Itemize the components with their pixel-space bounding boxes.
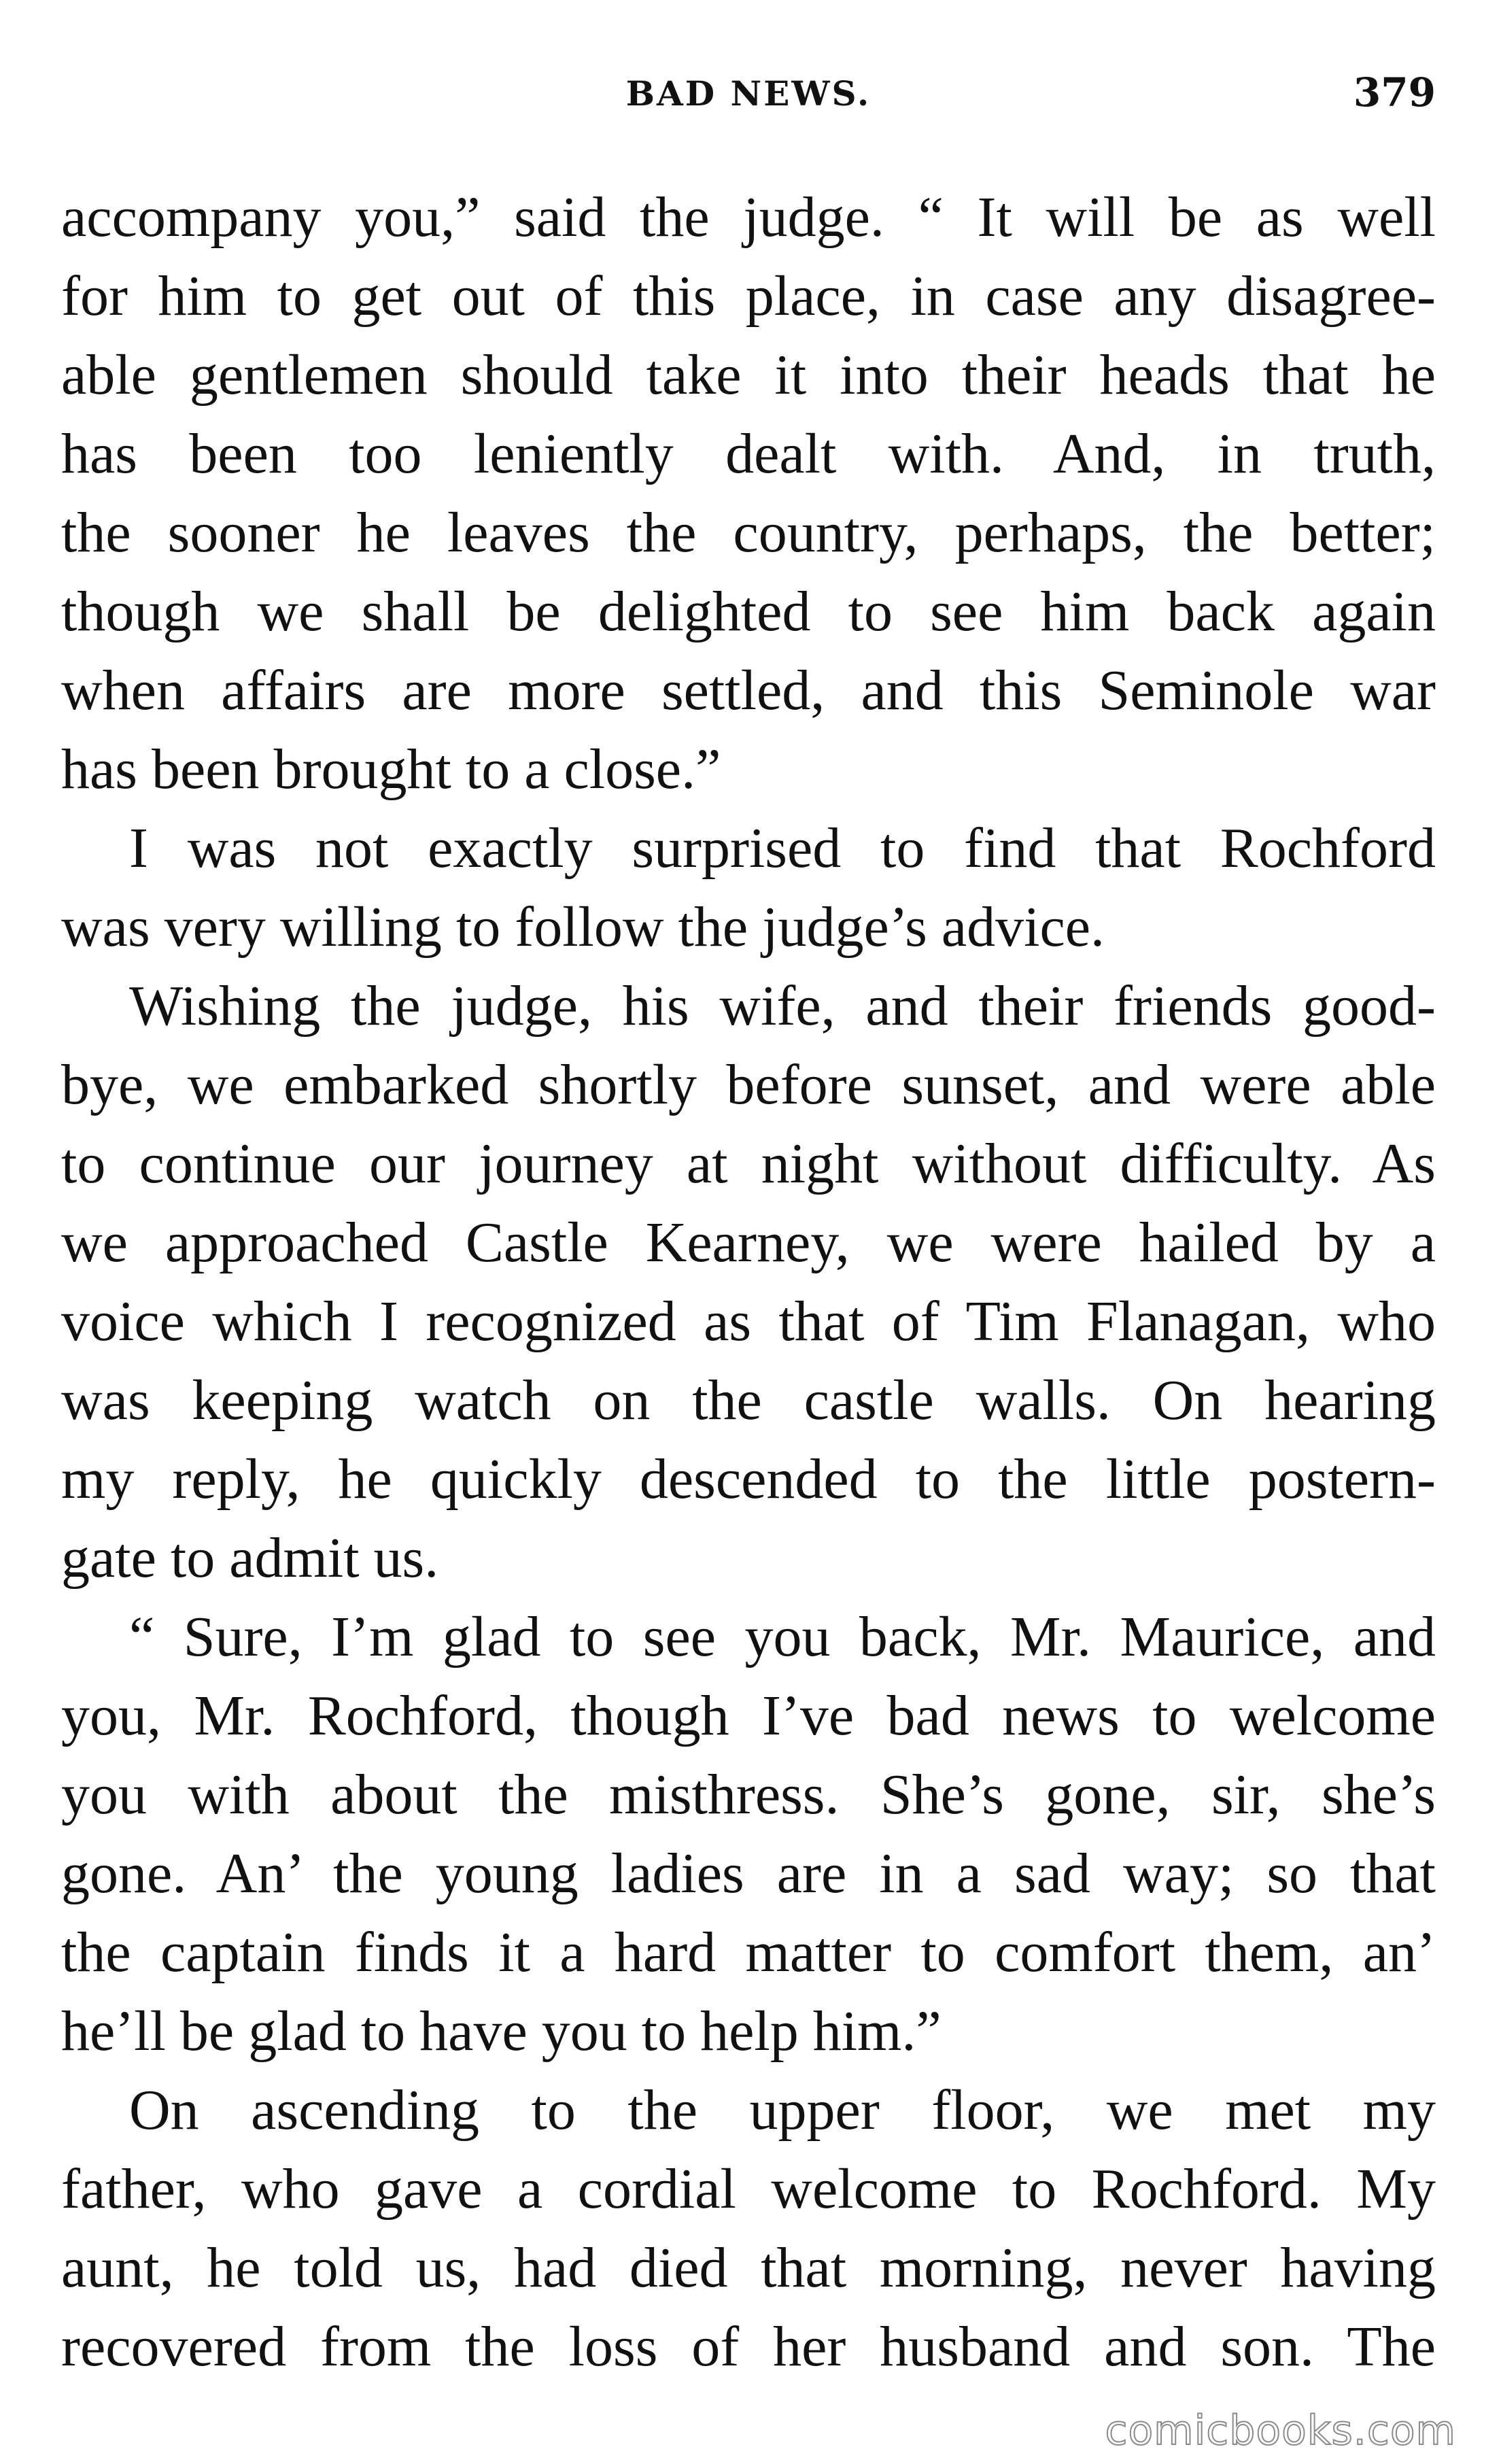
text-line: has been too leniently dealt with. And, in truth, (61, 422, 1436, 485)
body-text (61, 178, 1436, 2386)
text-line: was keeping watch on the castle walls. On hearing (61, 1369, 1436, 1432)
text-line: was very willing to follow the judge’s advice. (61, 895, 1105, 959)
text-line: aunt, he told us, had died that morning, never having (61, 2236, 1436, 2299)
text-line: On ascending to the upper floor, we met my (129, 2078, 1436, 2142)
paragraph (61, 2071, 1436, 2386)
text-line: for him to get out of this place, in case any disagree- (61, 264, 1436, 328)
text-line: though we shall be delighted to see him back again (61, 580, 1436, 643)
running-head: BAD NEWS. (625, 73, 872, 114)
text-line: you with about the misthress. She’s gone, sir, she’s (61, 1763, 1436, 1826)
text-line: gate to admit us. (61, 1526, 439, 1590)
text-line: has been brought to a close.” (61, 738, 721, 801)
text-line: accompany you,” said the judge. “ It will be as well (61, 186, 1436, 249)
text-line: voice which I recognized as that of Tim Flanagan, who (61, 1290, 1436, 1353)
text-line: we approached Castle Kearney, we were hailed by a (61, 1211, 1436, 1274)
text-line: the captain finds it a hard matter to comfort them, an’ (61, 1921, 1436, 1984)
paragraph (61, 1598, 1436, 2071)
text-line: I was not exactly surprised to find that Rochford (129, 817, 1436, 880)
text-line: when affairs are more settled, and this Seminole war (61, 659, 1436, 722)
page-number: 379 (1353, 69, 1436, 116)
text-line: “ Sure, I’m glad to see you back, Mr. Maurice, and (129, 1605, 1436, 1669)
paragraph (61, 809, 1436, 967)
page-header (61, 69, 1436, 135)
text-line: you, Mr. Rochford, though I’ve bad news to welcome (61, 1684, 1436, 1747)
text-line: my reply, he quickly descended to the little postern- (61, 1448, 1436, 1511)
text-line: recovered from the loss of her husband and son. The (61, 2315, 1436, 2378)
text-line: gone. An’ the young ladies are in a sad way; so that (61, 1842, 1436, 1905)
text-line: he’ll be glad to have you to help him.” (61, 2000, 942, 2063)
text-line: to continue our journey at night without difficulty. As (61, 1132, 1436, 1195)
watermark: comicbooks.com (1105, 2407, 1456, 2454)
paragraph (61, 178, 1436, 809)
text-line: father, who gave a cordial welcome to Rochford. My (61, 2157, 1436, 2221)
text-line: able gentlemen should take it into their heads that he (61, 343, 1436, 407)
paragraph (61, 967, 1436, 1598)
text-line: the sooner he leaves the country, perhaps, the better; (61, 501, 1436, 564)
text-line: Wishing the judge, his wife, and their friends good- (129, 974, 1436, 1038)
text-line: bye, we embarked shortly before sunset, and were able (61, 1053, 1436, 1116)
